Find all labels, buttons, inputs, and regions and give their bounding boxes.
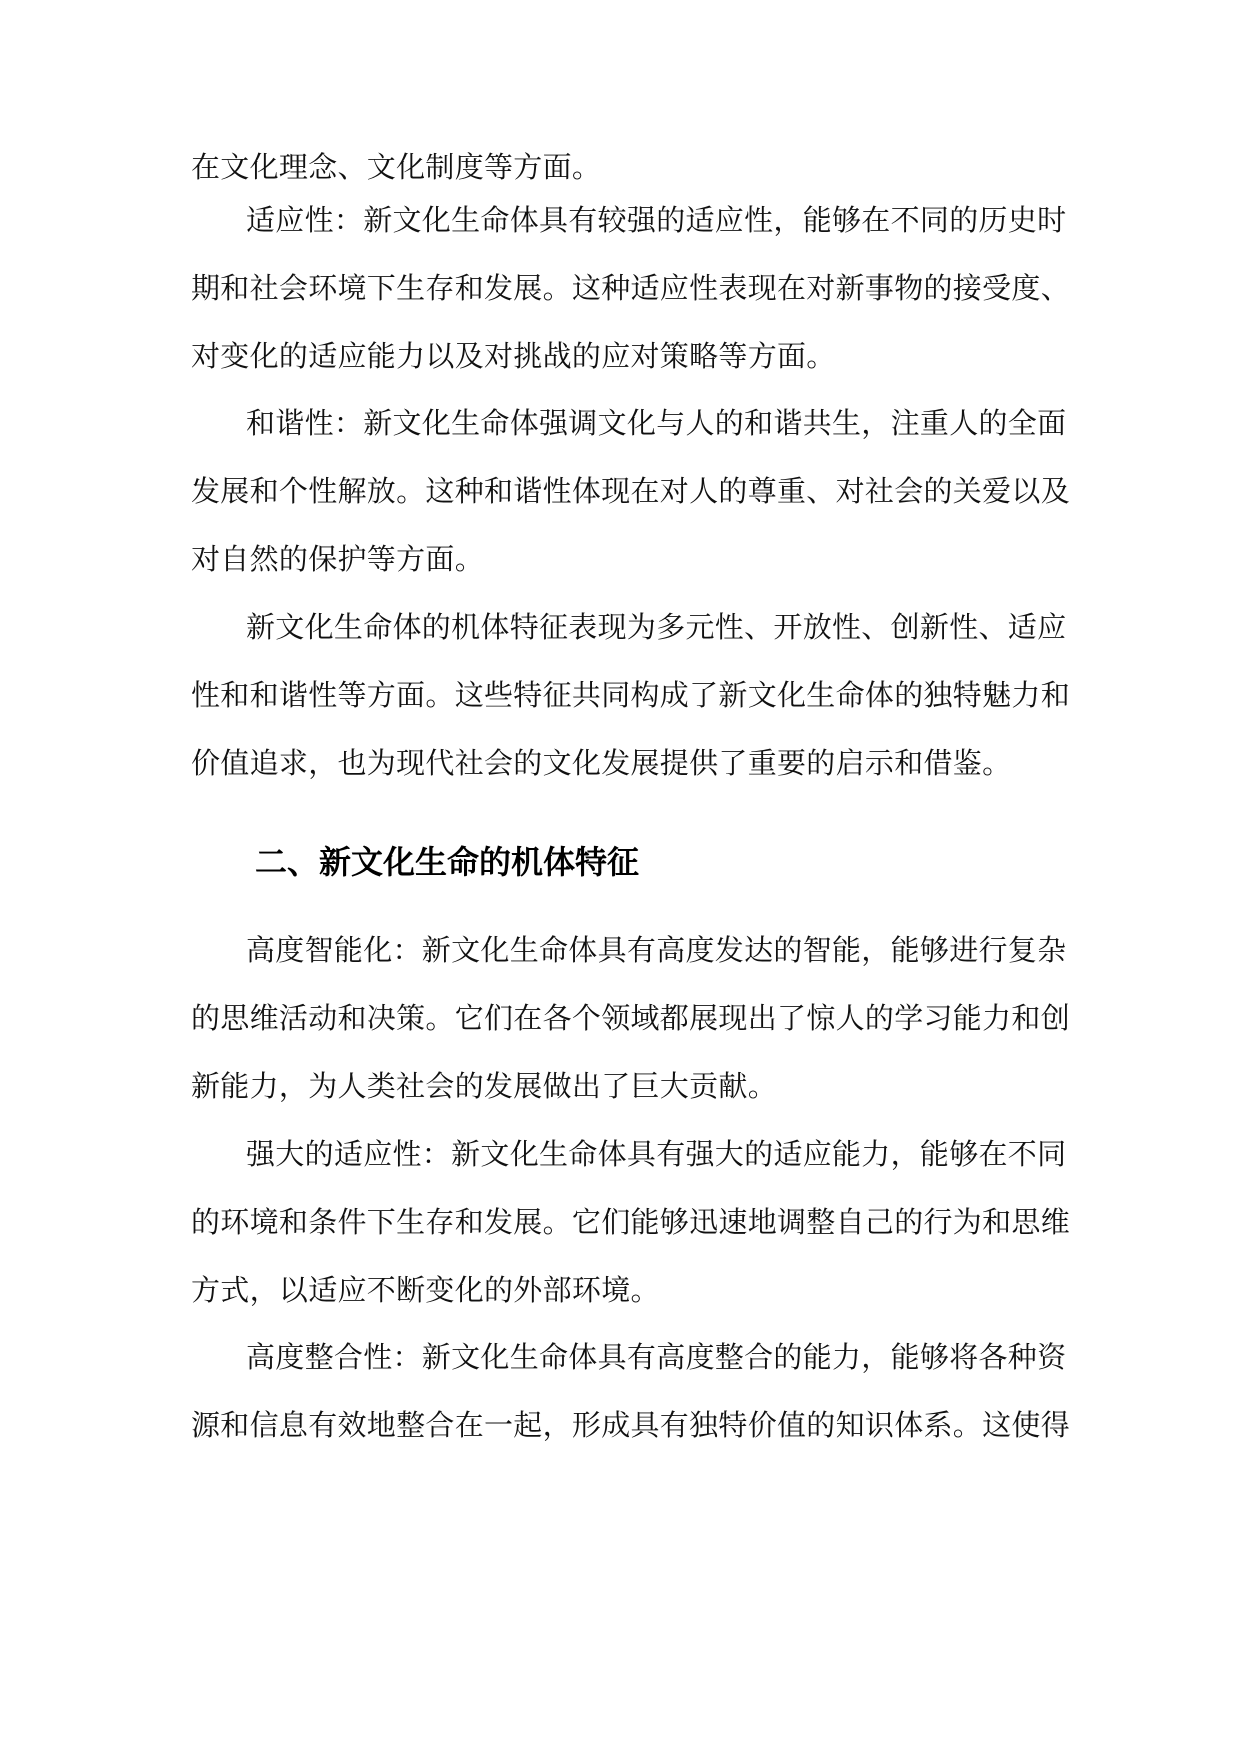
paragraph-line: 的环境和条件下生存和发展。它们能够迅速地调整自己的行为和思维 bbox=[191, 1205, 1071, 1239]
paragraph-line: 对自然的保护等方面。 bbox=[191, 542, 485, 576]
paragraph-line: 价值追求，也为现代社会的文化发展提供了重要的启示和借鉴。 bbox=[191, 746, 1012, 780]
paragraph-line: 期和社会环境下生存和发展。这种适应性表现在对新事物的接受度、 bbox=[191, 271, 1071, 305]
paragraph-line: 新能力，为人类社会的发展做出了巨大贡献。 bbox=[191, 1069, 778, 1103]
paragraph-line: 对变化的适应能力以及对挑战的应对策略等方面。 bbox=[191, 339, 836, 373]
paragraph-line: 适应性：新文化生命体具有较强的适应性，能够在不同的历史时 bbox=[246, 203, 1067, 237]
paragraph-line: 新文化生命体的机体特征表现为多元性、开放性、创新性、适应 bbox=[246, 610, 1067, 644]
paragraph-line: 高度整合性：新文化生命体具有高度整合的能力，能够将各种资 bbox=[246, 1340, 1067, 1374]
paragraph-line: 在文化理念、文化制度等方面。 bbox=[191, 150, 602, 184]
paragraph-line: 性和和谐性等方面。这些特征共同构成了新文化生命体的独特魅力和 bbox=[191, 678, 1071, 712]
paragraph-line: 高度智能化：新文化生命体具有高度发达的智能，能够进行复杂 bbox=[246, 933, 1067, 967]
paragraph-line: 强大的适应性：新文化生命体具有强大的适应能力，能够在不同 bbox=[246, 1137, 1067, 1171]
paragraph-line: 源和信息有效地整合在一起，形成具有独特价值的知识体系。这使得 bbox=[191, 1408, 1071, 1442]
section-heading: 二、新文化生命的机体特征 bbox=[255, 843, 640, 881]
paragraph-line: 发展和个性解放。这种和谐性体现在对人的尊重、对社会的关爱以及 bbox=[191, 474, 1071, 508]
paragraph-line: 的思维活动和决策。它们在各个领域都展现出了惊人的学习能力和创 bbox=[191, 1001, 1071, 1035]
paragraph-line: 方式，以适应不断变化的外部环境。 bbox=[191, 1273, 660, 1307]
paragraph-line: 和谐性：新文化生命体强调文化与人的和谐共生，注重人的全面 bbox=[246, 406, 1067, 440]
